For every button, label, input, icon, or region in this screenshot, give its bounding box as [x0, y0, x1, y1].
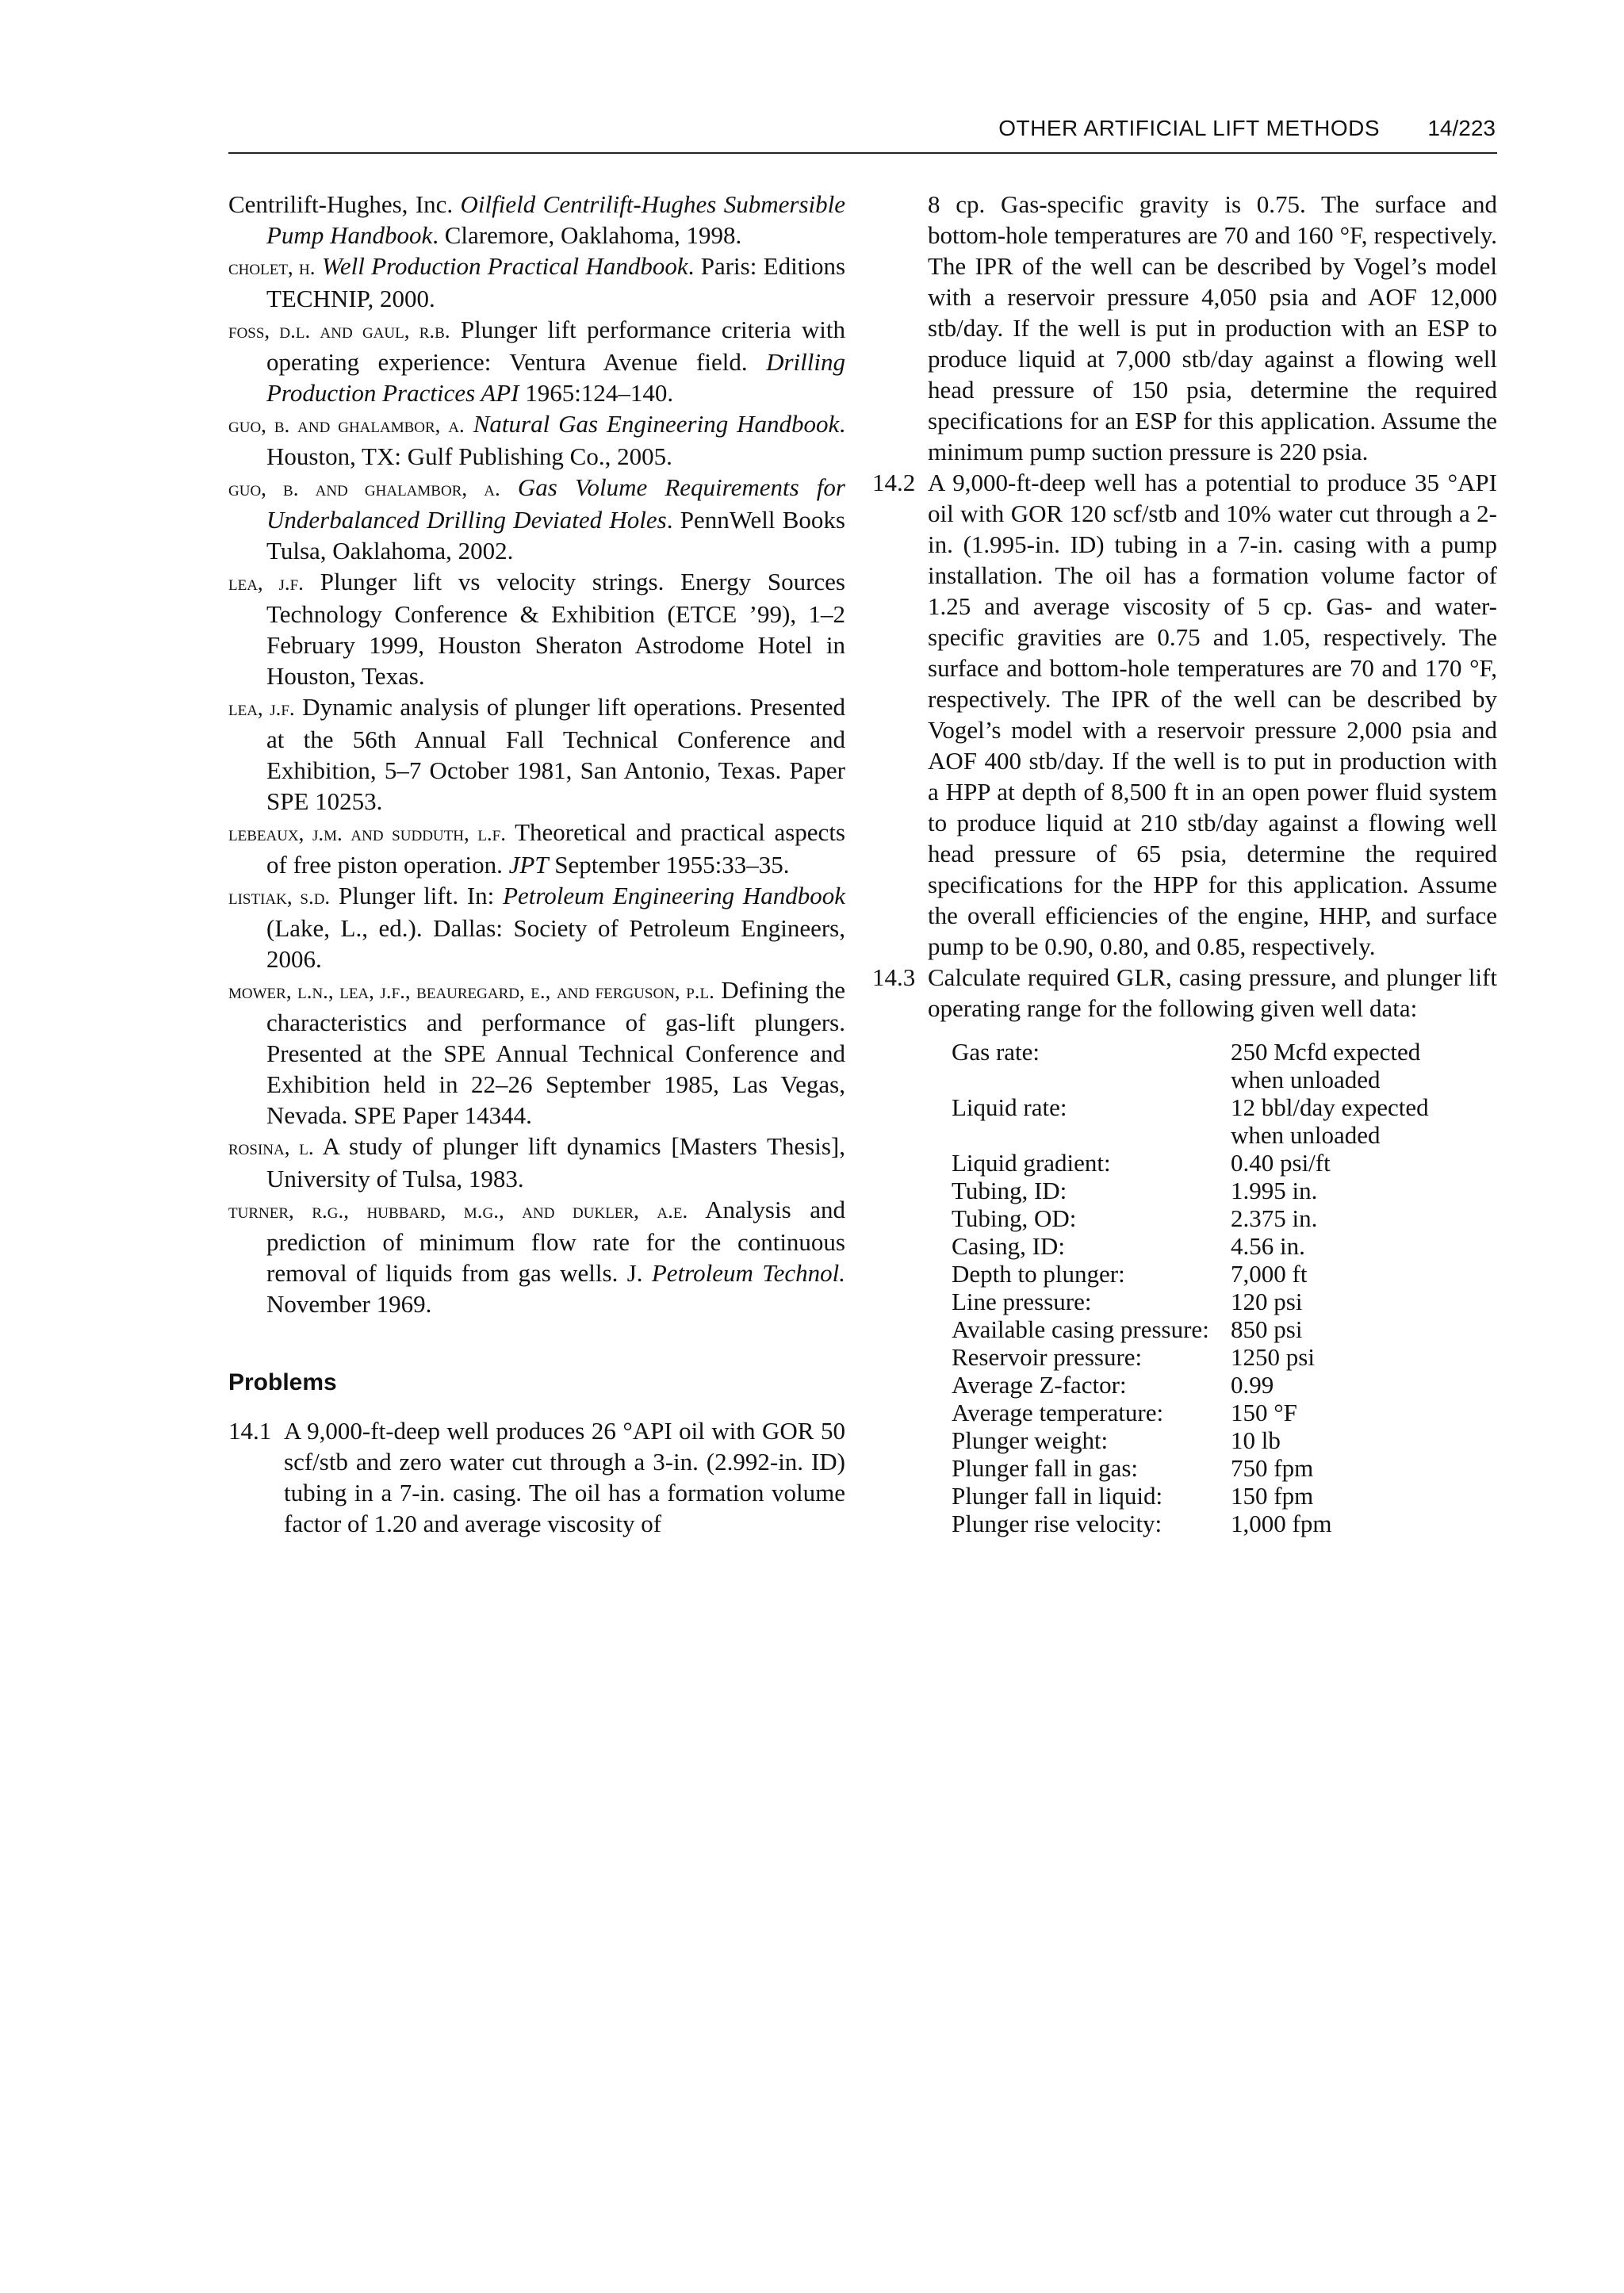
reference-item: [228, 251, 845, 314]
reference-item: [228, 691, 845, 817]
table-row: [952, 1204, 1477, 1232]
data-label: Plunger fall in liquid:: [952, 1482, 1163, 1510]
data-value: 120 psi: [1231, 1288, 1303, 1315]
reference-item: [228, 566, 845, 691]
data-value: 250 Mcfd expected: [1231, 1038, 1421, 1066]
data-value: when unloaded: [1231, 1121, 1381, 1149]
reference-authors: guo, b. and ghalambor, a.: [228, 477, 500, 500]
table-row: [952, 1066, 1477, 1093]
data-value: 1,000 fpm: [1231, 1510, 1332, 1537]
reference-title: JPT: [508, 851, 549, 879]
data-value: 750 fpm: [1231, 1454, 1314, 1482]
reference-details: . Paris: Editions TECHNIP, 2000.: [266, 252, 846, 312]
problem-14-3: [872, 962, 1497, 1024]
table-row: [952, 1177, 1477, 1204]
data-value: 0.99: [1231, 1371, 1274, 1399]
problem-14-1-continued: [872, 189, 1497, 467]
data-label: Line pressure:: [952, 1288, 1092, 1315]
data-value: 10 lb: [1231, 1426, 1281, 1454]
table-row: [952, 1121, 1477, 1149]
problem-number: 14.1: [228, 1417, 272, 1445]
data-label: Average temperature:: [952, 1399, 1164, 1426]
reference-authors: mower, l.n., lea, j.f., beauregard, e., and ferguson, p.l.: [228, 979, 714, 1003]
data-label: Liquid gradient:: [952, 1149, 1111, 1177]
reference-authors: rosina, l.: [228, 1135, 314, 1159]
reference-item: [228, 1194, 845, 1319]
reference-title: Well Production Practical Handbook: [321, 252, 688, 280]
table-row: [952, 1232, 1477, 1260]
reference-title: Natural Gas Engineering Handbook: [473, 410, 840, 438]
data-label: Casing, ID:: [952, 1232, 1065, 1260]
reference-title: Oilfield Centrilift-Hughes Submersible Pump Handbook: [266, 190, 846, 249]
reference-title: Petroleum Engineering Handbook: [503, 882, 845, 909]
data-value: 150 °F: [1231, 1399, 1297, 1426]
reference-text: Dynamic analysis of plunger lift operations. Presented at the 56th Annual Fall Technical Conference and Exhibition, 5–7 October 1981, San Antonio, Texas. Paper SPE 10253.: [266, 693, 845, 815]
reference-list: [228, 189, 845, 1319]
data-value: 0.40 psi/ft: [1231, 1149, 1331, 1177]
reference-authors: lebeaux, j.m. and sudduth, l.f.: [228, 821, 506, 845]
running-title: OTHER ARTIFICIAL LIFT METHODS: [998, 116, 1380, 140]
data-value: 1.995 in.: [1231, 1177, 1318, 1204]
reference-authors: foss, d.l. and gaul, r.b.: [228, 319, 450, 343]
reference-title: Petroleum Technol.: [651, 1259, 845, 1287]
problem-14-2: [872, 467, 1497, 962]
reference-title: Drilling Production Practices API: [266, 348, 845, 407]
reference-item: [228, 314, 845, 408]
reference-authors: turner, r.g., hubbard, m.g., and dukler, a.e.: [228, 1199, 688, 1223]
table-row: [952, 1510, 1477, 1537]
reference-authors: guo, b. and ghalambor, a.: [228, 413, 465, 437]
reference-text: Plunger lift. In:: [338, 882, 504, 909]
right-column: [872, 189, 1497, 1537]
data-value: when unloaded: [1231, 1066, 1381, 1093]
reference-title: Gas Volume Requirements for Underbalanced Drilling Deviated Holes: [266, 473, 845, 534]
data-label: Tubing, OD:: [952, 1204, 1077, 1232]
problem-number: 14.3: [872, 963, 916, 991]
data-label: Plunger rise velocity:: [952, 1510, 1162, 1537]
reference-item: [228, 817, 845, 880]
table-row: [952, 1260, 1477, 1288]
table-row: [952, 1371, 1477, 1399]
data-label: Reservoir pressure:: [952, 1343, 1143, 1371]
data-label: Gas rate:: [952, 1038, 1040, 1066]
reference-details: November 1969.: [266, 1290, 432, 1318]
reference-details: . Houston, TX: Gulf Publishing Co., 2005.: [266, 410, 845, 470]
table-row: [952, 1482, 1477, 1510]
page-number: 14/223: [1427, 116, 1496, 140]
data-label: Plunger weight:: [952, 1426, 1109, 1454]
table-row: [952, 1343, 1477, 1371]
reference-details: September 1955:33–35.: [548, 851, 790, 879]
reference-authors: lea, j.f.: [228, 696, 295, 720]
data-label: Tubing, ID:: [952, 1177, 1067, 1204]
data-value: 150 fpm: [1231, 1482, 1314, 1510]
problems-heading: Problems: [228, 1369, 337, 1395]
reference-item: [228, 974, 845, 1131]
reference-details: (Lake, L., ed.). Dallas: Society of Petroleum Engineers, 2006.: [266, 914, 845, 973]
reference-authors: lea, j.f.: [228, 571, 304, 595]
reference-text: Plunger lift performance criteria with operating experience: Ventura Avenue field.: [266, 316, 846, 376]
reference-details: . Claremore, Oaklahoma, 1998.: [432, 221, 742, 249]
problem-text: Calculate required GLR, casing pressure, and plunger lift operating range for the following given well data:: [928, 963, 1497, 1022]
data-label: Depth to plunger:: [952, 1260, 1125, 1288]
reference-item: [228, 408, 845, 472]
table-row: [952, 1038, 1477, 1066]
table-row: [952, 1315, 1477, 1343]
reference-authors: listiak, s.d.: [228, 885, 331, 909]
data-value: 1250 psi: [1231, 1343, 1315, 1371]
reference-text: Analysis and prediction of minimum flow rate for the continuous removal of liquids from gas wells. J.: [266, 1196, 846, 1287]
reference-text: Plunger lift vs velocity strings. Energy Sources Technology Conference & Exhibition (ETCE ’99), 1–2 February 1999, Houston Sheraton Astrodome Hotel in Houston, Texas.: [266, 568, 845, 690]
problem-text: A 9,000-ft-deep well has a potential to produce 35 °API oil with GOR 120 scf/stb and 10% water cut through a 2-in. (1.995-in. ID) tubing in a 7-in. casing with a pump installation. The oil has a formation volume factor of 1.25 and average viscosity of 5 cp. Gas- and water-specific gravities are 0.75 and 1.05, respectively. The surface and bottom-hole temperatures are 70 and 170 °F, respectively. The IPR of the well can be described by Vogel’s model with a reservoir pressure 2,000 psia and AOF 400 stb/day. If the well is to put in production with a HPP at depth of 8,500 ft in an open power fluid system to produce liquid at 210 stb/day against a flowing well head pressure of 65 psia, determine the required specifications for the HPP for this application. Assume the overall efficiencies of the engine, HHP, and surface pump to be 0.90, 0.80, and 0.85, respectively.: [928, 469, 1497, 960]
table-row: [952, 1454, 1477, 1482]
reference-details: 1965:124–140.: [519, 379, 674, 407]
table-row: [952, 1399, 1477, 1426]
table-row: [952, 1149, 1477, 1177]
data-value: 7,000 ft: [1231, 1260, 1308, 1288]
problem-number: 14.2: [872, 469, 916, 496]
problem-14-1: [228, 1415, 845, 1539]
reference-item: [228, 472, 845, 566]
data-label: Liquid rate:: [952, 1093, 1067, 1121]
data-value: 4.56 in.: [1231, 1232, 1305, 1260]
data-value: 2.375 in.: [1231, 1204, 1318, 1232]
reference-details: . PennWell Books Tulsa, Oaklahoma, 2002.: [266, 506, 845, 565]
reference-text: A study of plunger lift dynamics [Masters Thesis], University of Tulsa, 1983.: [266, 1132, 845, 1192]
reference-item: [228, 189, 845, 251]
problem-text: A 9,000-ft-deep well produces 26 °API oil with GOR 50 scf/stb and zero water cut through a 3-in. (2.992-in. ID) tubing in a 7-in. casing. The oil has a formation volume factor of 1.20 and average viscosity of: [284, 1417, 845, 1537]
data-value: 12 bbl/day expected: [1231, 1093, 1429, 1121]
left-column: [228, 189, 845, 1539]
data-label: Available casing pressure:: [952, 1315, 1209, 1343]
page-header: [228, 116, 1497, 154]
reference-text: Theoretical and practical aspects of free piston operation.: [266, 818, 845, 879]
reference-item: [228, 880, 845, 974]
reference-text: Defining the characteristics and performance of gas-lift plungers. Presented at the SPE Annual Technical Conference and Exhibition held in 22–26 September 1985, Las Vegas, Nevada. SPE Paper 14344.: [266, 976, 846, 1129]
reference-item: [228, 1131, 845, 1194]
reference-authors: cholet, h.: [228, 255, 316, 279]
table-row: [952, 1426, 1477, 1454]
reference-authors: Centrilift-Hughes, Inc.: [228, 190, 454, 218]
problem-text: 8 cp. Gas-specific gravity is 0.75. The surface and bottom-hole temperatures are 70 and 160 °F, respectively. The IPR of the well can be described by Vogel’s model with a reservoir pressure 4,050 psia and AOF 12,000 stb/day. If the well is put in production with an ESP to produce liquid at 7,000 stb/day against a flowing well head pressure of 150 psia, determine the required specifications for an ESP for this application. Assume the minimum pump suction pressure is 220 psia.: [928, 190, 1497, 465]
data-label: Average Z-factor:: [952, 1371, 1127, 1399]
data-label: Plunger fall in gas:: [952, 1454, 1139, 1482]
table-row: [952, 1093, 1477, 1121]
table-row: [952, 1288, 1477, 1315]
well-data-table: [952, 1038, 1477, 1537]
data-value: 850 psi: [1231, 1315, 1303, 1343]
